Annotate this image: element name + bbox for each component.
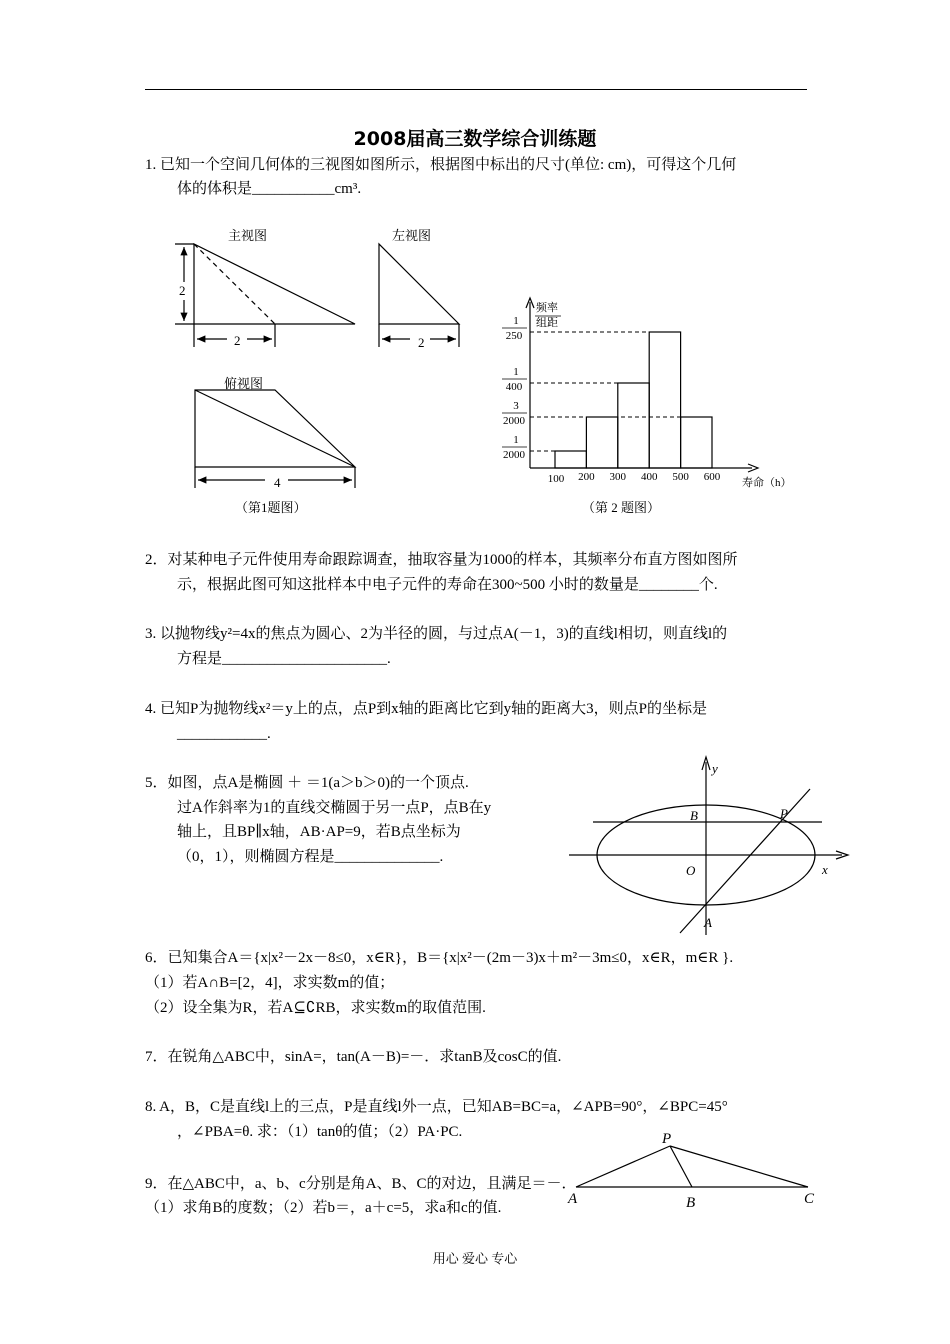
question-4-line-1: 4. 已知P为抛物线x²＝y上的点，点P到x轴的距离比它到y轴的距离大3，则点P的坐标是 xyxy=(145,701,708,717)
ellipse-label-A: A xyxy=(704,915,712,930)
histogram-x-tick: 200 xyxy=(578,471,595,483)
ellipse-label-P: P xyxy=(780,806,788,821)
question-5-line-2: 过A作斜率为1的直线交椭圆于另一点P，点B在y xyxy=(177,800,492,816)
question-6-line-2: （1）若A∩B=[2，4]，求实数m的值； xyxy=(145,975,395,991)
histogram-y-tick-denominator: 250 xyxy=(505,330,523,342)
histogram-x-tick: 100 xyxy=(547,473,565,485)
question-2-line-1: 2．对某种电子元件使用寿命跟踪调查，抽取容量为1000的样本，其频率分布直方图如图所 xyxy=(145,552,738,568)
question-9-line-2: （1）求角B的度数；（2）若b＝，a＋c=5，求a和c的值. xyxy=(145,1200,502,1216)
question-5-line-4: （0，1），则椭圆方程是______________. xyxy=(177,849,444,865)
side-view-label: 左视图 xyxy=(392,228,432,243)
histogram-xlabel: 寿命（h） xyxy=(742,477,792,489)
ellipse-label-B: B xyxy=(690,808,698,823)
question-5-line-1: 5．如图，点A是椭圆 ＋ ＝1(a＞b＞0)的一个顶点. xyxy=(145,775,469,791)
question-2-line-2: 示，根据此图可知这批样本中电子元件的寿命在300~500 小时的数量是________个. xyxy=(177,577,718,593)
histogram-y-tick-numerator: 1 xyxy=(513,366,519,378)
histogram-y-tick-denominator: 2000 xyxy=(503,415,525,427)
figure-2-caption: （第 2 题图） xyxy=(582,500,661,515)
segment-PC xyxy=(670,1146,808,1187)
question-3-line-1: 3. 以抛物线y²=4x的焦点为圆心、2为半径的圆，与过点A(－1，3)的直线l相切，则直线l的 xyxy=(145,626,728,642)
histogram-x-tick: 400 xyxy=(640,471,658,483)
histogram-x-tick: 300 xyxy=(609,471,627,483)
ellipse-label-O: O xyxy=(686,863,696,878)
question-1-line-1: 1. 已知一个空间几何体的三视图如图所示，根据图中标出的尺寸(单位: cm)，可得这个几何 xyxy=(145,157,737,173)
question-3-line-2: 方程是______________________. xyxy=(177,651,391,667)
triangle-label-B: B xyxy=(686,1195,696,1211)
histogram-y-tick-numerator: 1 xyxy=(513,315,519,327)
figure-1-caption: （第1题图） xyxy=(235,500,307,515)
question-8-line-2: ，∠PBA=θ. 求：（1）tanθ的值；（2）PA·PC. xyxy=(177,1124,463,1140)
segment-PA xyxy=(576,1146,670,1187)
triangle-label-A: A xyxy=(568,1191,578,1207)
triangle-label-C: C xyxy=(804,1191,815,1207)
side-width-dim: 2 xyxy=(418,335,425,350)
page-title: 2008届高三数学综合训练题 xyxy=(353,128,597,150)
histogram-y-tick-denominator: 2000 xyxy=(503,449,525,461)
question-5-line-3: 轴上，且BP∥x轴，AB·AP=9，若B点坐标为 xyxy=(177,824,461,840)
question-7-line-1: 7．在锐角△ABC中，sinA=，tan(A－B)=－．求tanB及cosC的值. xyxy=(145,1049,562,1065)
top-width-dim: 4 xyxy=(274,475,281,490)
histogram-y-tick-numerator: 1 xyxy=(513,434,519,446)
question-8-line-1: 8. A，B，C是直线l上的三点，P是直线l外一点，已知AB=BC=a，∠APB=90°，∠BPC=45° xyxy=(145,1099,728,1115)
page-footer: 用心 爱心 专心 xyxy=(432,1251,518,1266)
question-1-line-2: 体的体积是___________cm³. xyxy=(177,181,362,197)
front-view-label: 主视图 xyxy=(228,228,268,243)
question-4-line-2: ____________. xyxy=(177,726,271,742)
histogram-x-tick: 600 xyxy=(703,471,721,483)
histogram-y-tick-numerator: 3 xyxy=(513,400,519,412)
top-view-label: 俯视图 xyxy=(224,376,264,391)
ellipse-label-y: y xyxy=(712,761,718,776)
triangle-label-P: P xyxy=(662,1131,672,1147)
histogram-y-tick-denominator: 400 xyxy=(505,381,523,393)
histogram-ylabel-top: 频率 xyxy=(536,302,558,314)
question-6-line-3: （2）设全集为R，若A⊆∁RB，求实数m的取值范围. xyxy=(145,1000,486,1016)
front-height-dim: 2 xyxy=(179,283,186,298)
histogram-ylabel-bottom: 组距 xyxy=(536,317,558,329)
ellipse-label-x: x xyxy=(822,862,828,877)
question-6-line-1: 6．已知集合A＝{x|x²－2x－8≤0，x∈R}，B＝{x|x²－(2m－3)x＋m²－3m≤0，x∈R，m∈R }. xyxy=(145,950,734,966)
question-9-line-1: 9．在△ABC中，a、b、c分别是角A、B、C的对边，且满足＝－． xyxy=(145,1176,577,1192)
histogram-x-tick: 500 xyxy=(672,471,689,483)
front-width-dim: 2 xyxy=(234,333,241,348)
